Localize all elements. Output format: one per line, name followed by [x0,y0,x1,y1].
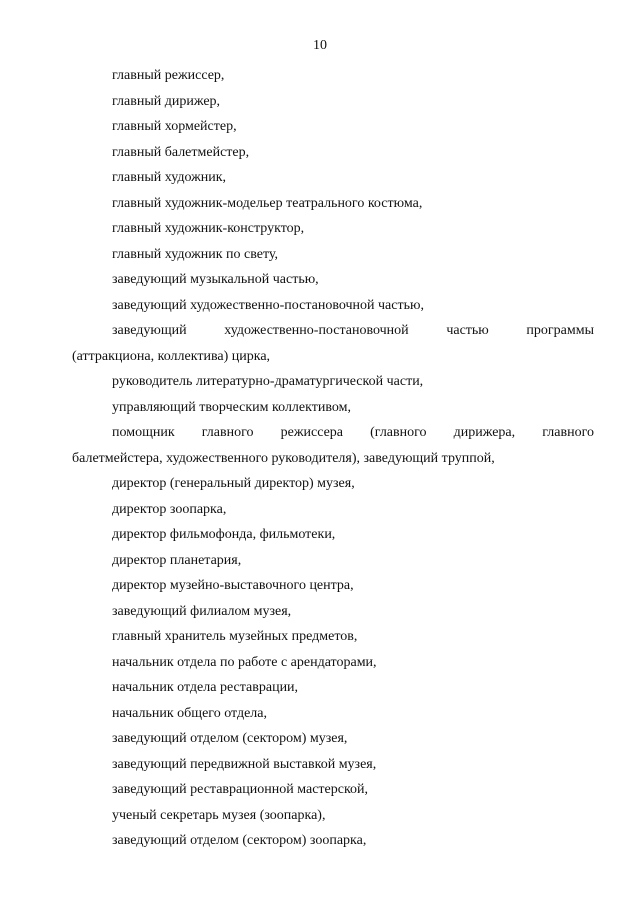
list-line: заведующий музыкальной частью, [112,272,319,287]
list-line: главный хормейстер, [112,119,237,134]
list-line: главный художник по свету, [112,246,279,262]
list-line-wrapped-start: заведующий художественно-постановочной частью программы [112,323,594,338]
list-line: директор планетария, [112,552,242,568]
list-line: управляющий творческим коллективом, [112,399,351,415]
list-line: директор фильмофонда, фильмотеки, [112,527,336,542]
list-line: директор зоопарка, [112,501,227,517]
list-line: заведующий отделом (сектором) музея, [112,731,348,746]
list-line: главный дирижер, [112,93,221,109]
list-line-wrapped-end: (аттракциона, коллектива) цирка, [72,348,271,364]
list-line: руководитель литературно-драматургической части, [112,374,424,389]
position-list [72,63,594,854]
list-line: начальник общего отдела, [112,705,267,721]
list-line: главный режиссер, [112,68,225,83]
list-line: заведующий художественно-постановочной частью, [112,297,424,313]
list-line: заведующий передвижной выставкой музея, [112,756,377,772]
list-line: директор (генеральный директор) музея, [112,476,355,491]
list-line: заведующий реставрационной мастерской, [112,782,369,797]
page-number: 10 [313,38,327,53]
list-line-wrapped-end: балетмейстера, художественного руководителя), заведующий труппой, [72,450,495,466]
list-line: главный художник, [112,170,227,185]
list-line: заведующий филиалом музея, [112,603,292,619]
list-line: главный художник-модельер театрального костюма, [112,195,423,211]
list-line: главный художник-конструктор, [112,221,305,236]
list-line: начальник отдела реставрации, [112,680,299,695]
list-line: главный балетмейстер, [112,144,250,160]
list-line: заведующий отделом (сектором) зоопарка, [112,833,367,848]
list-line: директор музейно-выставочного центра, [112,578,354,593]
list-line: ученый секретарь музея (зоопарка), [112,807,326,823]
list-line: начальник отдела по работе с арендаторами, [112,654,377,670]
list-line: главный хранитель музейных предметов, [112,629,358,644]
list-line-wrapped-start: помощник главного режиссера (главного дирижера, главного [112,425,594,440]
